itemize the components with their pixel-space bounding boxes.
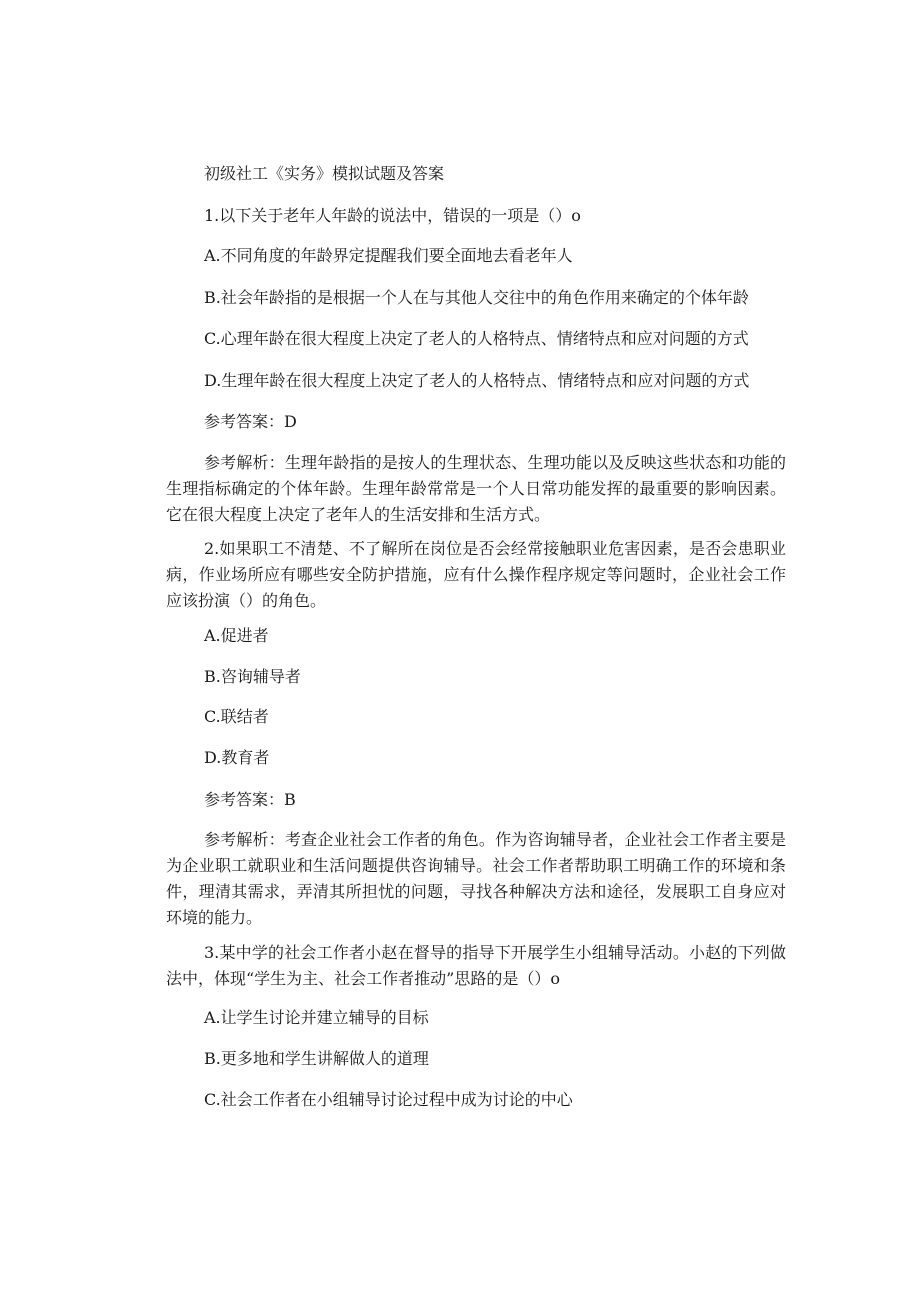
question-2-option-a: A.促进者 [204, 626, 269, 645]
question-3-option-a: A.让学生讨论并建立辅导的目标 [204, 1008, 429, 1027]
question-2-option-d: D.教育者 [204, 748, 270, 767]
question-1-option-b: B.社会年龄指的是根据一个人在与其他人交往中的角色作用来确定的个体年龄 [204, 288, 749, 307]
question-1-option-c: C.心理年龄在很大程度上决定了老人的人格特点、情绪特点和应对问题的方式 [204, 329, 749, 348]
question-1-option-d: D.生理年龄在很大程度上决定了老人的人格特点、情绪特点和应对问题的方式 [204, 371, 750, 390]
question-1-stem: 1.以下关于老年人年龄的说法中，错误的一项是（）o [204, 206, 581, 225]
question-2-answer: 参考答案：B [204, 790, 296, 809]
question-3-stem: 3.某中学的社会工作者小赵在督导的指导下开展学生小组辅导活动。小赵的下列做法中，体现“学生为主、社会工作者推动”思路的是（）o [166, 943, 786, 988]
question-2-analysis: 参考解析：考查企业社会工作者的角色。作为咨询辅导者，企业社会工作者主要是为企业职工就职业和生活问题提供咨询辅导。社会工作者帮助职工明确工作的环境和条件，理清其需求，弄清其所担忧的问题，寻找各种解决方法和途径，发展职工自身应对环境的能力。 [166, 830, 786, 927]
question-2-option-b: B.咨询辅导者 [204, 667, 301, 686]
question-1-answer: 参考答案：D [204, 412, 297, 431]
question-3-option-b: B.更多地和学生讲解做人的道理 [204, 1049, 429, 1068]
document-title: 初级社工《实务》模拟试题及答案 [204, 164, 445, 183]
question-1-analysis: 参考解析：生理年龄指的是按人的生理状态、生理功能以及反映这些状态和功能的生理指标确定的个体年龄。生理年龄常常是一个人日常功能发挥的最重要的影响因素。它在很大程度上决定了老年人的生活安排和生活方式。 [166, 453, 786, 524]
question-2-stem: 2.如果职工不清楚、不了解所在岗位是否会经常接触职业危害因素，是否会患职业病，作业场所应有哪些安全防护措施，应有什么操作程序规定等问题时，企业社会工作应该扮演（）的角色。 [166, 539, 786, 610]
question-3-option-c: C.社会工作者在小组辅导讨论过程中成为讨论的中心 [204, 1090, 573, 1109]
question-2-option-c: C.联结者 [204, 707, 269, 726]
question-1-option-a: A.不同角度的年龄界定提醒我们要全面地去看老年人 [204, 246, 573, 265]
